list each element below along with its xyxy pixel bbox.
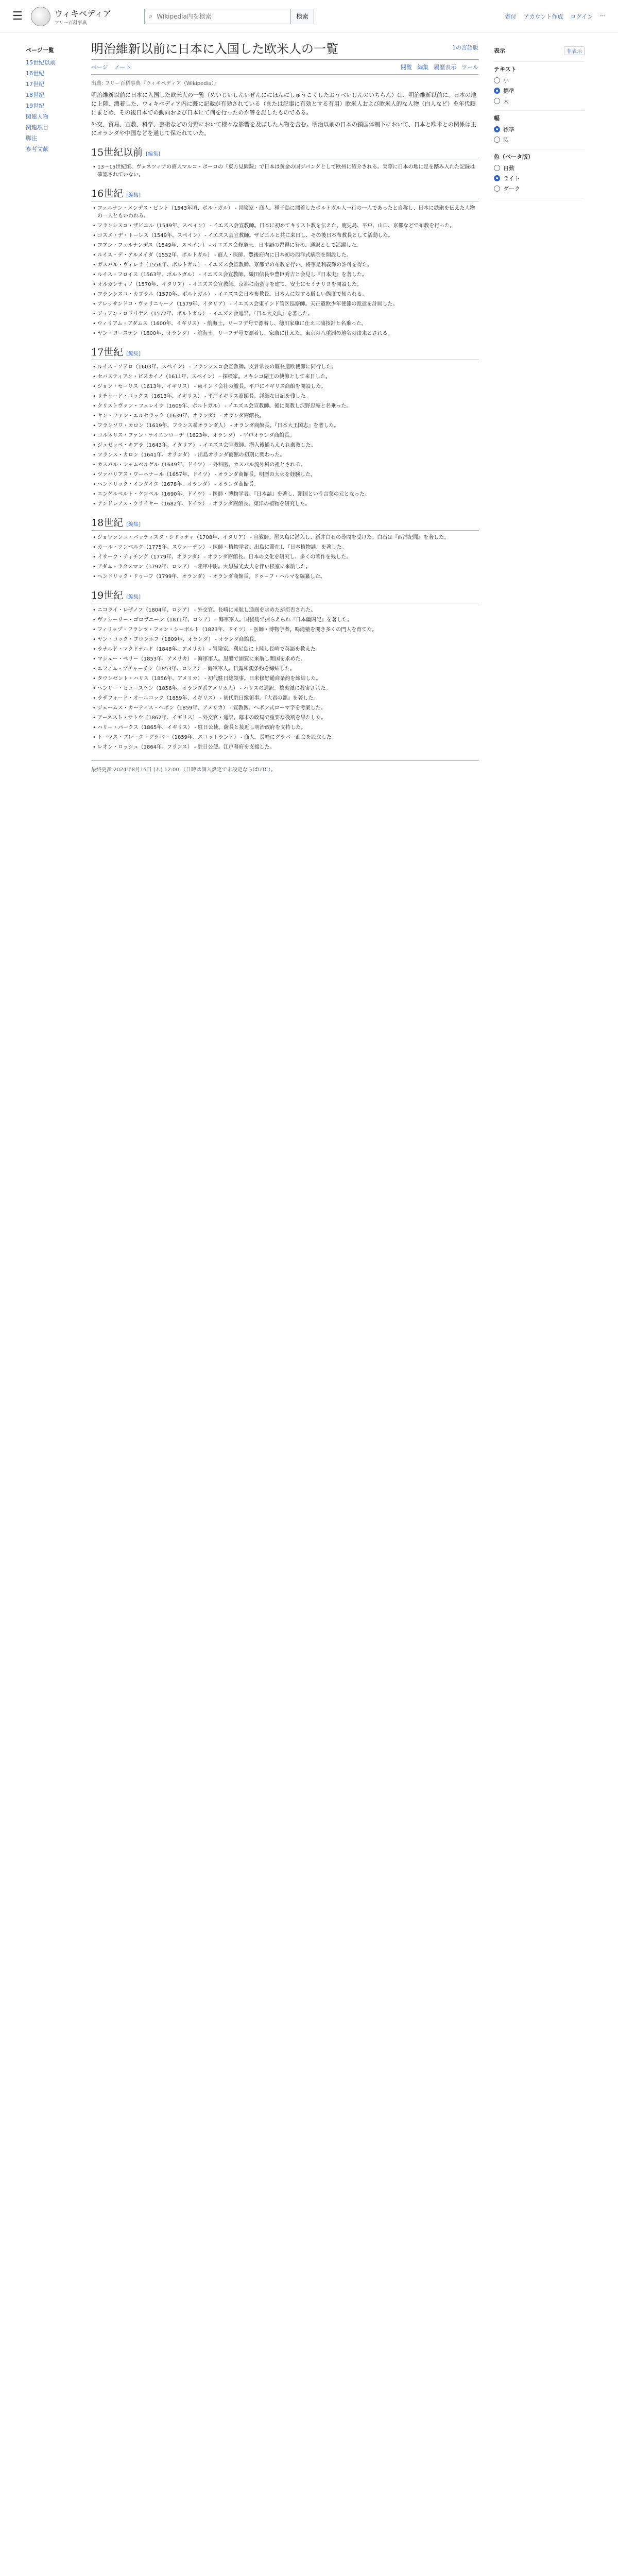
person-list xyxy=(91,205,478,337)
logo-title: ウィキペディア xyxy=(55,8,111,19)
create-account-link[interactable]: アカウント作成 xyxy=(523,13,563,20)
section-title: 15世紀以前 xyxy=(91,147,143,159)
section-heading xyxy=(91,345,478,360)
section-heading xyxy=(91,515,478,531)
edit-section-link[interactable]: [編集] xyxy=(126,351,141,358)
list-item: • フランス・カロン（1641年、オランダ） - 出島オランダ商館の初期に関わった。 xyxy=(97,451,478,459)
text_opts-option[interactable] xyxy=(494,87,585,95)
toc-sidebar xyxy=(0,33,85,773)
tab-page[interactable]: ページ xyxy=(91,64,108,71)
edit-section-link[interactable]: [編集] xyxy=(146,151,161,158)
radio-icon[interactable] xyxy=(494,77,500,83)
toc-item[interactable]: 19世紀 xyxy=(26,103,44,109)
list-item: • ハリー・パークス（1865年、イギリス） - 駐日公使。薩長と接近し明治政府を支持した。 xyxy=(97,724,478,732)
list-item: • レオン・ロッシュ（1864年、フランス） - 駐日公使。江戸幕府を支援した。 xyxy=(97,743,478,751)
appearance-panel xyxy=(487,33,585,773)
toc-item[interactable]: 17世紀 xyxy=(26,81,44,88)
option-label: 大 xyxy=(503,98,509,105)
list-item: • アダム・ラクスマン（1792年、ロシア） - 陸軍中尉。大黒屋光太夫を伴い根室に来航した。 xyxy=(97,563,478,571)
search-button[interactable]: 検索 xyxy=(290,9,314,24)
page-tabs xyxy=(91,60,478,75)
list-item: • ルイス・フロイス（1563年、ポルトガル） - イエズス会宣教師。織田信長や豊臣秀吉と会見し『日本史』を著した。 xyxy=(97,271,478,279)
list-item: • 13〜15世紀頃、ヴェネツィアの商人マルコ・ポーロの『東方見聞録』で日本は黄金の国ジパングとして欧州に紹介される。実際に日本の地に足を踏み入れた記録は確認されていない。 xyxy=(97,163,478,179)
section-title: 19世紀 xyxy=(91,590,124,602)
more-options-icon[interactable]: ⋯ xyxy=(600,12,606,19)
toc-item[interactable]: 16世紀 xyxy=(26,70,44,77)
tab-tools[interactable]: ツール xyxy=(461,64,478,71)
list-item: • マシュー・ペリー（1853年、アメリカ） - 海軍軍人。黒船で浦賀に来航し開国を求めた。 xyxy=(97,655,478,663)
list-item: • ラザフォード・オールコック（1859年、イギリス） - 初代駐日総領事。『大君の都』を著した。 xyxy=(97,694,478,702)
toc-item[interactable]: 脚注 xyxy=(26,135,37,142)
width_opts-option[interactable] xyxy=(494,125,585,133)
list-item: • ジェームス・カーティス・ヘボン（1859年、アメリカ） - 宣教医。ヘボン式ローマ字を考案した。 xyxy=(97,704,478,712)
tab-read[interactable]: 閲覧 xyxy=(401,64,413,71)
list-item: • ジュゼッペ・キアラ（1643年、イタリア） - イエズス会宣教師。潜入後捕らえられ棄教した。 xyxy=(97,442,478,449)
section-title: 16世紀 xyxy=(91,188,124,200)
list-item: • コスメ・デ・トーレス（1549年、スペイン） - イエズス会宣教師。ザビエルと共に来日し、その後日本布教長として活動した。 xyxy=(97,232,478,240)
tab-edit[interactable]: 編集 xyxy=(417,64,429,71)
list-item: • フランシスコ・カブラル（1570年、ポルトガル） - イエズス会日本布教長。日本人に対する厳しい態度で知られる。 xyxy=(97,291,478,298)
list-item: • トーマス・ブレーク・グラバー（1859年、スコットランド） - 商人。長崎にグラバー商会を設立した。 xyxy=(97,734,478,741)
donate-link[interactable]: 寄付 xyxy=(505,13,517,20)
section-title: 18世紀 xyxy=(91,517,124,529)
list-item: • ガスパル・ヴィレラ（1556年、ポルトガル） - イエズス会宣教師。京都での布教を行い、将軍足利義輝の許可を得た。 xyxy=(97,261,478,269)
list-item: • フランソワ・カロン（1619年、フランス系オランダ人） - オランダ商館長。『日本大王国志』を著した。 xyxy=(97,422,478,430)
list-item: • ジョヴァンニ・バッティスタ・シドッティ（1708年、イタリア） - 宣教師。屋久島に潜入し、新井白石の尋問を受けた。白石は『西洋紀聞』を著した。 xyxy=(97,534,478,541)
list-item: • アーネスト・サトウ（1862年、イギリス） - 外交官・通訳。幕末の政局で重要な役割を果たした。 xyxy=(97,714,478,722)
width_opts-option[interactable] xyxy=(494,135,585,144)
radio-icon[interactable] xyxy=(494,98,500,104)
text-size-heading: テキスト xyxy=(494,66,517,73)
toc-item[interactable]: 18世紀 xyxy=(26,92,44,98)
option-label: 自動 xyxy=(503,165,514,172)
list-item: • ヤン・コック・ブロンホフ（1809年、オランダ） - オランダ商館長。 xyxy=(97,636,478,643)
radio-icon[interactable] xyxy=(494,126,500,132)
list-item: • フランシスコ・ザビエル（1549年、スペイン） - イエズス会宣教師。日本に初めてキリスト教を伝えた。鹿児島、平戸、山口、京都などで布教を行った。 xyxy=(97,222,478,230)
radio-icon[interactable] xyxy=(494,175,500,181)
list-item: • オルガンティノ（1570年、イタリア） - イエズス会宣教師。京都に南蛮寺を建て、安土にセミナリヨを開設した。 xyxy=(97,281,478,289)
toc-title: ページ一覧 xyxy=(26,47,54,54)
list-item: • ヘンドリック・ドゥーフ（1799年、オランダ） - オランダ商館長。ドゥーフ・ハルマを編纂した。 xyxy=(97,573,478,581)
section-heading xyxy=(91,186,478,201)
list-item: • リチャード・コックス（1613年、イギリス） - 平戸イギリス商館長。詳細な日記を残した。 xyxy=(97,393,478,400)
list-item: • ヘンリー・ヒュースケン（1856年、オランダ系アメリカ人） - ハリスの通訳。攘夷派に殺害された。 xyxy=(97,685,478,692)
wikipedia-globe-icon xyxy=(31,7,50,26)
edit-section-link[interactable]: [編集] xyxy=(126,522,141,528)
article xyxy=(85,33,487,773)
list-item: • タウンゼント・ハリス（1856年、アメリカ） - 初代駐日総領事。日米修好通商条約を締結した。 xyxy=(97,675,478,683)
edit-section-link[interactable]: [編集] xyxy=(126,595,141,601)
person-list xyxy=(91,163,478,179)
menu-icon[interactable]: ☰ xyxy=(12,10,23,23)
search-input[interactable] xyxy=(157,13,290,20)
text_opts-option[interactable] xyxy=(494,97,585,105)
language-button[interactable]: 1の言語版 xyxy=(452,44,478,51)
list-item: • ジョアン・ロドリゲス（1577年、ポルトガル） - イエズス会通訳。『日本大文典』を著した。 xyxy=(97,310,478,318)
list-item: • アレッサンドロ・ヴァリニャーノ（1579年、イタリア） - イエズス会東インド管区巡察師。天正遣欧少年使節の派遣を計画した。 xyxy=(97,300,478,308)
color-heading: 色（ベータ版） xyxy=(494,154,534,160)
radio-icon[interactable] xyxy=(494,88,500,94)
list-item: • ウィリアム・アダムス（1600年、イギリス） - 航海士。リーフデ号で漂着し、徳川家康に仕え三浦按針と名乗った。 xyxy=(97,320,478,328)
site-subtitle: 出典: フリー百科事典『ウィキペディア（Wikipedia）』 xyxy=(91,81,219,87)
list-item: • ヤン・ヨーステン（1600年、オランダ） - 航海士。リーフデ号で漂着し、家康に仕えた。東京の八重洲の地名の由来とされる。 xyxy=(97,330,478,337)
intro-paragraph: 外交、貿易、宣教、科学、芸術などの分野において様々な影響を及ぼした人物を含む。明治以前の日本の鎖国体制下において、日本と欧米との関係は主にオランダや中国などを通じて保たれていた。 xyxy=(91,121,476,137)
list-item: • ルイス・ソテロ（1603年、スペイン） - フランシスコ会宣教師。支倉常長の慶長遣欧使節に同行した。 xyxy=(97,363,478,371)
hide-button[interactable]: 非表示 xyxy=(564,46,585,55)
list-item: • ヤン・ファン・エルセラック（1639年、オランダ） - オランダ商館長。 xyxy=(97,412,478,420)
list-item: • クリストヴァン・フェレイラ（1609年、ポルトガル） - イエズス会宣教師。後に棄教し沢野忠庵と名乗った。 xyxy=(97,402,478,410)
section-title: 17世紀 xyxy=(91,347,124,359)
person-list xyxy=(91,534,478,581)
tab-talk[interactable]: ノート xyxy=(114,64,131,71)
login-link[interactable]: ログイン xyxy=(570,13,593,20)
section-heading xyxy=(91,145,478,160)
list-item: • ラナルド・マクドナルド（1848年、アメリカ） - 冒険家。利尻島に上陸し長崎で英語を教えた。 xyxy=(97,646,478,653)
person-list xyxy=(91,363,478,508)
appearance-title: 表示 xyxy=(494,47,505,54)
radio-icon[interactable] xyxy=(494,165,500,171)
list-item: • ヴァシーリー・ゴロヴニーン（1811年、ロシア） - 海軍軍人。国後島で捕らえられ『日本幽囚記』を著した。 xyxy=(97,616,478,624)
list-item: • フィリップ・フランツ・フォン・シーボルト（1823年、ドイツ） - 医師・博物学者。鳴滝塾を開き多くの門人を育てた。 xyxy=(97,626,478,634)
radio-icon[interactable] xyxy=(494,185,500,192)
toc-item[interactable]: 参考文献 xyxy=(26,146,48,152)
list-item: • カール・ツンベルク（1775年、スウェーデン） - 医師・植物学者。出島に滞在し『日本植物誌』を著した。 xyxy=(97,544,478,551)
page-title-row xyxy=(91,41,478,60)
section-heading xyxy=(91,588,478,603)
search-box xyxy=(144,9,314,24)
footer-lastmod: 最終更新 2024年8月15日 (木) 12:00 （日時は個人設定で未設定ならばUTC）。 xyxy=(91,760,478,773)
toc-item[interactable]: 関連人物 xyxy=(26,113,48,120)
option-label: ライト xyxy=(503,175,520,182)
list-item: • エンゲルベルト・ケンペル（1690年、ドイツ） - 医師・博物学者。『日本誌』を著し、鎖国という言葉の元となった。 xyxy=(97,490,478,498)
toc-item[interactable]: 15世紀以前 xyxy=(26,59,56,66)
tab-history[interactable]: 履歴表示 xyxy=(434,64,457,71)
option-label: ダーク xyxy=(503,185,520,192)
list-item: • ルイス・デ・アルメイダ（1552年、ポルトガル） - 商人・医師。豊後府内に日本初の西洋式病院を開設した。 xyxy=(97,251,478,259)
person-list xyxy=(91,606,478,751)
intro-paragraph: 明治維新以前に日本に入国した欧米人の一覧（めいじいしんいぜんににほんにしゅうこくしたおうべいじんのいちらん）は、明治維新以前に、日本の地に上陸、漂着した、ウィキペディア内に既に記載が有効されている（または記事に有効とする有用）欧米人および欧米人的な人物（白人など）を年代順にまとめ、その後日本での動向および日本にて何を行ったのか等を記したものである。 xyxy=(91,92,476,116)
header xyxy=(0,0,618,33)
list-item: • コルネリス・ファン・ナイエンローデ（1623年、オランダ） - 平戸オランダ商館長。 xyxy=(97,432,478,439)
option-label: 標準 xyxy=(503,126,514,133)
personal-tools xyxy=(505,12,606,21)
list-item: • ツァハリアス・ワーヘナール（1657年、ドイツ） - オランダ商館長。明暦の大火を経験した。 xyxy=(97,471,478,479)
edit-section-link[interactable]: [編集] xyxy=(126,193,141,199)
list-item: • アンドレアス・クライヤー（1682年、ドイツ） - オランダ商館長。東洋の植物を研究した。 xyxy=(97,500,478,508)
width-heading: 幅 xyxy=(494,115,500,122)
toc-item[interactable]: 関連項目 xyxy=(26,124,48,131)
logo-subtitle: フリー百科事典 xyxy=(55,20,87,26)
site-logo[interactable] xyxy=(31,7,144,26)
page-title: 明治維新以前に日本に入国した欧米人の一覧 xyxy=(91,42,338,56)
list-item: • フェルナン・メンデス・ピント（1543年頃、ポルトガル） - 冒険家・商人。種子島に漂着したポルトガル人一行の一人であったと自称し、日本に鉄砲を伝えた人物の一人ともいわれる。 xyxy=(97,205,478,220)
list-item: • フアン・フェルナンデス（1549年、スペイン） - イエズス会修道士。日本語の習得に努め、通訳として活躍した。 xyxy=(97,242,478,249)
list-item: • ニコライ・レザノフ（1804年、ロシア） - 外交官。長崎に来航し通商を求めたが拒否された。 xyxy=(97,606,478,614)
list-item: • イサーク・ティチング（1779年、オランダ） - オランダ商館長。日本の文化を研究し、多くの著作を残した。 xyxy=(97,553,478,561)
color_opts-option[interactable] xyxy=(494,174,585,182)
text_opts-option[interactable] xyxy=(494,76,585,84)
list-item: • エフィム・プチャーチン（1853年、ロシア） - 海軍軍人。日露和親条約を締結した。 xyxy=(97,665,478,673)
option-label: 小 xyxy=(503,77,509,84)
color_opts-option[interactable] xyxy=(494,164,585,172)
color_opts-option[interactable] xyxy=(494,184,585,193)
radio-icon[interactable] xyxy=(494,137,500,143)
list-item: • ヘンドリック・インダイク（1678年、オランダ） - オランダ商館長。 xyxy=(97,481,478,488)
search-icon: ⌕ xyxy=(149,12,153,20)
option-label: 広 xyxy=(503,137,509,143)
list-item: • カスパル・シャムベルゲル（1649年、ドイツ） - 外科医。カスパル流外科の祖とされる。 xyxy=(97,461,478,469)
option-label: 標準 xyxy=(503,88,514,94)
list-item: • ジョン・セーリス（1613年、イギリス） - 東インド会社の艦長。平戸にイギリス商館を開設した。 xyxy=(97,383,478,391)
list-item: • セバスティアン・ビスカイノ（1611年、スペイン） - 探検家。メキシコ副王の使節として来日した。 xyxy=(97,373,478,381)
